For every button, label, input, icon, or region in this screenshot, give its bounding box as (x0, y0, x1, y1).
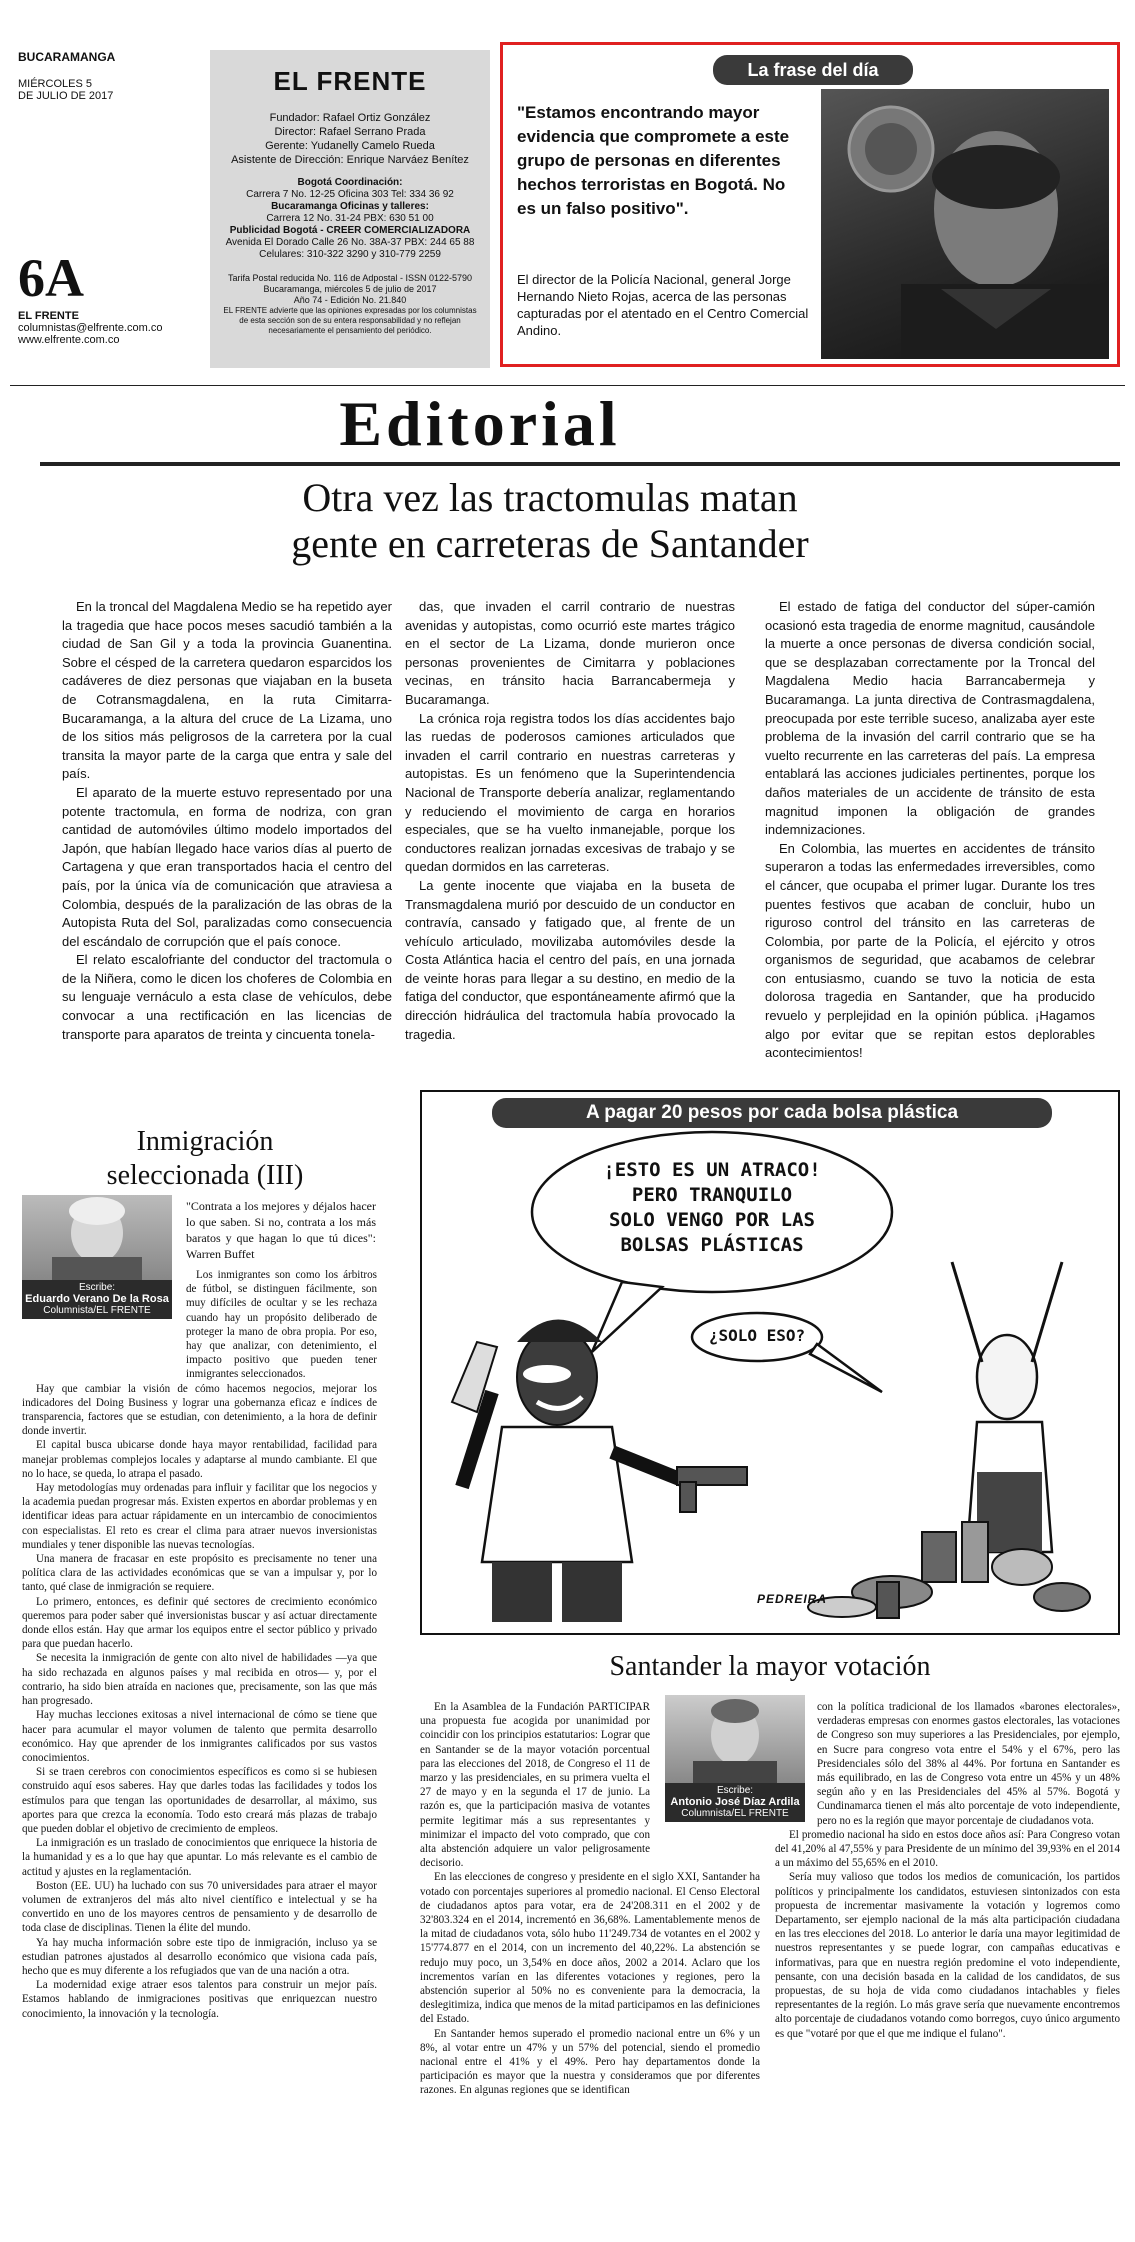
paragraph: En la Asamblea de la Fundación PARTICIPAR una propuesta fue acogida por unanimidad por coincidir con los principios estatutarios: Lograr que en Santander se de la mayor votación porcentual para las elecciones del 2018, de Congreso el 11 de marzo y las presidenciales, en su primera vuelta el 27 de mayo y en la segunda el 17 de junio. La razón es, que la participación masiva de votantes permite legitimar más a sus representantes y minimizar el impacto del voto comprado, que con alta abstención adquiere un valor peligrosamente decisorio. (420, 1701, 650, 1870)
paragraph: Boston (EE. UU) ha luchado con sus 70 universidades para atraer el mayor volumen de extranjeros del más alto nivel científico e intelectual y se ha convertido en uno de los mayores centros de pensamiento y de desarrollo de toda clase de disciplinas. Tienen la élite del mundo. (22, 1879, 377, 1935)
legal-line: Bucaramanga, miércoles 5 de julio de 2017 (263, 284, 437, 294)
editorial-col-2 (405, 598, 735, 1044)
author-role: Columnista/EL FRENTE (43, 1305, 151, 1316)
bubble1-line: PERO TRANQUILO (631, 1184, 793, 1206)
masthead-title: EL FRENTE (273, 66, 427, 96)
paragraph: Una manera de fracasar en este propósito es precisamente no tener una política clara de las actividades económicas que se van a impulsar y, por lo tanto, qué clase de inmigración se requiere. (22, 1553, 377, 1594)
legal-line: Tarifa Postal reducida No. 116 de Adpostal - ISSN 0122-5790 (228, 273, 472, 283)
paragraph: Se necesita la inmigración de gente con alto nivel de habilidades —ya que ha sido rechazada en algunos países y mal recibida en otros— y, por el contrario, ha sido bien atraída en naciones que, precisamente, son las que más han progresado. (22, 1652, 377, 1708)
date-line-1: MIÉRCOLES 5 (18, 78, 92, 90)
masthead-offices (210, 177, 490, 261)
editorial-col-1 (62, 598, 392, 1044)
robber-figure (452, 1320, 747, 1623)
office-line: Avenida El Dorado Calle 26 No. 38A-37 PBX: 244 65 88 (225, 237, 475, 248)
cartoon-title: A pagar 20 pesos por cada bolsa plástica (492, 1098, 1052, 1128)
paragraph: Hay muchas lecciones exitosas a nivel internacional de cómo se tiene que hacer para acumular el mayor volumen de talento que permita desarrollo económico. Hay que aprender de los inmigrantes calificados por sus vastos conocimientos. (22, 1709, 377, 1764)
paragraph: Los inmigrantes son como los árbitros de fútbol, se distinguen fácilmente, son muy difíciles de ocultar y se les rechaza cuando hay un propósito deliberado de proteger la mano de obra propia. Por eso, hay que analizar, con detenimiento, el impacto positivo que pueden tener inmigrantes seleccionados. (186, 1269, 377, 1381)
legal-line: Año 74 - Edición No. 21.840 (293, 295, 407, 305)
staff-line: Asistente de Dirección: Enrique Narváez Benítez (231, 154, 469, 166)
quote-attribution: El director de la Policía Nacional, general Jorge Hernando Nieto Rojas, acerca de las personas capturadas por el atentado en el Centro Comercial Andino. (517, 272, 809, 338)
author-name: Eduardo Verano De la Rosa (25, 1293, 169, 1305)
editorial-headline (150, 475, 950, 567)
bubble1-text (582, 1158, 842, 1258)
author-role: Columnista/EL FRENTE (681, 1808, 789, 1819)
page-number: 6A (18, 248, 84, 308)
bubble1-line: BOLSAS PLÁSTICAS (620, 1234, 804, 1256)
office-line: Carrera 7 No. 12-25 Oficina 303 Tel: 334 36 92 (246, 189, 454, 200)
column2-title: Santander la mayor votación (609, 1651, 931, 1682)
paragraph: La crónica roja registra todos los días accidentes bajo las ruedas de poderosos camiones articulados que invaden el carril contrario en nuestras carreteras y autopistas. Es un fenómeno que la Superintendencia Nacional de Transporte debería analizar, reglamentando y reduciendo el movimiento de carga en horarios especiales, que se ha vuelto inmanejable, porque los conductores realizan jornadas excesivas de trabajo y se quedan dormidos en las carreteras. (405, 710, 735, 875)
quote-label: La frase del día (713, 55, 913, 85)
headline-line-2: gente en carreteras de Santander (291, 521, 809, 566)
paragraph: Hay metodologías muy ordenadas para influir y facilitar que los negocios y la academia puedan progresar más. Existen expertos en abordar problemas y en identificar ideas para actuar rápidamente en un intercambio de conocimientos con especialistas. El reto es crear el clima para atraer nuevos inversionistas mundiales y tener disponible las nuevas tecnologías. (22, 1482, 377, 1551)
date-line-2: DE JULIO DE 2017 (18, 90, 114, 102)
office-line: Bucaramanga Oficinas y talleres: (271, 201, 429, 212)
victim-figure (952, 1262, 1062, 1552)
bubble1-line: ¡ESTO ES UN ATRACO! (603, 1159, 821, 1181)
paragraph: El relato escalofriante del conductor del tractomula o de la Niñera, como le dicen los choferes de Colombia en su lenguaje vernáculo a esta clase de vehículos, debe convocar a una rectificación en las licencias de transporte para aparatos de treinta y cincuenta tonela- (62, 952, 392, 1042)
paragraph: En Santander hemos superado el promedio nacional entre un 6% y un 8%, al votar entre un 47% y un 57% del potencial, siendo el promedio nacional entre el 41% y el 49%. Pero hay departamentos donde la participación es mayor que la nuestra y consideramos que por diferentes razones. En algunas regiones que se identifican (420, 2027, 760, 2097)
paragraph: El capital busca ubicarse donde haya mayor rentabilidad, facilidad para manejar problemas complejos locales y adaptarse al mundo cambiante. El que no lo hace, se queda, lo atrapa el pasado. (22, 1439, 377, 1480)
email-link[interactable]: columnistas@elfrente.com.co (18, 322, 163, 334)
general-photo (821, 89, 1109, 359)
cartoon-frame (420, 1090, 1120, 1635)
paragraph: En Colombia, las muertes en accidentes de tránsito superaron a todas las enfermedades irreversibles, como el cáncer, que ocupaba el primer lugar. Durante los tres puentes festivos que acaban de concluir, hubo un riguroso control del tránsito en las carreteras de Colombia, por parte de la Policía, el ejército y otros organismos de seguridad, que acabamos de celebrar con entusiasmo, cuando se tuvo la noticia de esta dolorosa tragedia en Santander, que ha producido revuelo y perplejidad en la opinión pública. ¡Hagamos algo por evitar que se repitan estos deplorables acontecimientos! (765, 840, 1095, 1061)
website-link[interactable]: www.elfrente.com.co (18, 334, 120, 346)
paragraph: Hay que cambiar la visión de cómo hacemos negocios, mejorar los indicadores del Doing Business y lograr una gobernanza eficaz e índices de transparencia, factores que se estudian, con detenimiento, a la hora de definir donde invertir. (22, 1382, 377, 1438)
paragraph: El estado de fatiga del conductor del súper-camión ocasionó esta tragedia de enorme magnitud, causándole la muerte a once personas de diversa condición social, que se desplazaban correctamente por la Troncal del Magdalena Medio hacia Barrancabermeja y Bucaramanga. La junta directiva de Contrasmagdalena, preocupada por este terrible suceso, analizaba ayer este problema de la invasión del carril contrario que se ha vuelto recurrente en las carreteras del país. La empresa entablará las acciones judiciales pertinentes, porque los daños materiales de un accidente de tránsito de esta magnitud imponen la obligación de grandes indemnizaciones. (765, 599, 1095, 838)
paragraph: con la política tradicional de los llamados «barones electorales», verdaderas empresas con enormes gastos electorales, las votaciones de Congreso son muy superiores a las Presidenciales, por ejemplo, en Sucre para congreso vota entre el 54% y el 67%, pero las Presidenciales sólo del 38% al 44%. Por fortuna en Santander es más equilibrado, en las de Congreso vota entre un 45% y un 48% según año y en las Presidenciales del 45% al 57%. Bogotá y Cundinamarca tienen el más alto porcentaje de voto independiente, pero no es la región que mayor porcentaje de ciudadanos vota. (817, 1701, 1120, 1827)
masthead-box (210, 50, 490, 368)
divider-under-title (40, 462, 1120, 466)
column2-right (775, 1700, 1120, 2041)
column1-title-line-2: seleccionada (III) (106, 1160, 304, 1191)
paragraph: En las elecciones de congreso y presidente en el siglo XXI, Santander ha votado con porcentajes superiores al promedio nacional. El Censo Electoral de ciudadanos aptos para votar, era de 24'208.311 en el 2002 y de 32'803.324 en el 2014, incrementó en 36,68%. Lamentablemente menos de la mitad de ciudadanos vota, sólo hubo 11'249.734 de votantes en el 2002 y 15'774.877 en el 2014, con un incremento del 40,22%. La abstención se redujo muy poco, un 3,54% en doce años, 2002 a 2014. Aclaro que los incrementos varían en las diferentes votaciones y regiones, pero la abstención superior al 50% no es conveniente para la democracia, la deslegitimiza, indica que menos de la mitad participamos en las definiciones del Estado. (420, 1871, 760, 2026)
column1-epigraph: "Contrata a los mejores y déjalos hacer lo que saben. Si no, contrata a los más baratos y que hagan lo que tú dices": Warren Buffet (186, 1199, 376, 1261)
office-line: Bogotá Coordinación: (297, 177, 403, 188)
city-label: BUCARAMANGA (18, 50, 116, 64)
staff-line: Fundador: Rafael Ortiz González (269, 112, 431, 124)
paragraph: La inmigración es un traslado de conocimientos que enriquece la historia de la humanidad y es a lo que hay que apuntar. Lo más relevante es el cambio de actitud y ajustes en la reglamentación. (22, 1837, 377, 1878)
office-line: Celulares: 310-322 3290 y 310-779 2259 (259, 249, 441, 260)
writes-label: Escribe: (78, 1282, 116, 1293)
divider-top (10, 385, 1125, 386)
column1-title (40, 1125, 370, 1193)
paragraph: El promedio nacional ha sido en estos doce años así: Para Congreso votan del 41,20% al 47,55% y para Presidente de un mínimo del 39,93% en el 2014 a un máximo del 55,65% en el 2010. (775, 1828, 1120, 1870)
legal-line: EL FRENTE advierte que las opiniones expresadas por los columnistas de esta sección son de su entera responsabilidad y no reflejan necesariamente el pensamiento del periódico. (223, 306, 477, 335)
quote-text: "Estamos encontrando mayor evidencia que compromete a este grupo de personas en diferentes hechos terroristas en Bogotá. No es un falso positivo". (517, 103, 790, 218)
headline-line-1: Otra vez las tractomulas matan (302, 475, 798, 520)
cartoonist-signature: PEDREIRA (757, 1592, 828, 1606)
section-title: Editorial (339, 388, 621, 459)
paragraph: Ya hay mucha información sobre este tipo de inmigración, incluso ya se estudian patrones ajustados al desarrollo económico que visiona cada país, hecho que es muy diferente a los refugiados que van de una nación a otra. (22, 1936, 377, 1977)
editorial-col-3 (765, 598, 1095, 1063)
author-name: Antonio José Díaz Ardila (670, 1796, 800, 1808)
staff-line: Director: Rafael Serrano Prada (274, 126, 426, 138)
paragraph: Lo primero, entonces, es definir qué sectores de crecimiento económico queremos para poder saber qué inversionistas buscar y así actuar directamente donde ellos están. Hay que armar los equipos entre el sector público y privado para que puedan hacerlo. (22, 1595, 377, 1651)
paragraph: Sería muy valioso que todos los medios de comunicación, los partidos políticos y principalmente los candidatos, estuviesen sintonizados con esta propuesta de incrementar masivamente la votación y logremos como Departamento, ser ejemplo nacional de la más alta participación ciudadana en las tres elecciones del 2018. Lo anterior le daría una mayor legitimidad de nuestros representantes y se puede lograr, con campañas educativas e informativas, para que en nuestra región predomine el voto independiente, pensante, con una decisión basada en la calidad de los candidatos, de sus propuestas, de su hoja de vida como ciudadanos intachables y fieles representantes de la región. Lo más grave sería que nuevamente encontremos alto porcentaje de ciudadanos votando como borregos, cuyo único argumento es que "votaré por que el que me indique el fulano". (775, 1871, 1120, 2040)
office-line: Publicidad Bogotá - CREER COMERCIALIZADORA (229, 225, 471, 236)
paragraph: Si se traen cerebros con conocimientos específicos es como si se hubiesen construido aquí esos saberes. Hay que darles todas las facilidades y todos los estímulos para que tengan las oportunidades de desarrollar, al máximo, sus aportes para que crezca la economía. Todo esto creará más plazas de trabajo que pueden doblar el objetivo de crecimiento de empleos. (22, 1766, 377, 1835)
writes-label: Escribe: (716, 1785, 754, 1796)
office-line: Carrera 12 No. 31-24 PBX: 630 51 00 (266, 213, 434, 224)
paragraph: das, que invaden el carril contrario de nuestras avenidas y autopistas, como ocurrió este martes trágico en el sector de La Lizama, donde murieron once personas provenientes de Cimitarra y poblaciones vecinas, en tránsito hacia Barrancabermeja y Bucaramanga. (405, 599, 735, 707)
bubble2-text: ¿SOLO ESO? (708, 1326, 806, 1345)
masthead-staff (210, 111, 490, 167)
header-left (18, 50, 198, 346)
paragraph: La gente inocente que viajaba en la buseta de Transmagdalena murió por descuido de un conductor en contravía, cansado y fatigado que, al frente de un vehículo articulado, movilizaba automóviles desde la Costa Atlántica hacia el centro del país, en una jornada de veinte horas para llegar a su destino, en medio de la fatiga del conductor, que espontáneamente afirmó que la dirección hidráulica del tractomula había provocado la tragedia. (405, 877, 735, 1042)
paragraph: La modernidad exige atraer esos talentos para construir un mejor país. Estamos hablando de inmigraciones positivas que enriquezcan nuestro conocimiento, la innovación y la tecnología. (22, 1979, 377, 2020)
staff-line: Gerente: Yudanelly Camelo Rueda (265, 140, 435, 152)
quote-box (500, 42, 1120, 367)
paragraph: El aparato de la muerte estuvo representado por una potente tractomula, en forma de nodriza, con gran cantidad de automóviles último modelo importados del Japón, que habían llegado hace varios días al puerto de Cartagena y que eran transportados hacia el centro del país, por la única vía de comunicación que atraviesa a Colombia, después de la paralización de las obras de la Autopista Ruta del Sol, paralizadas como consecuencia del escándalo de corrupción que el país conoce. (62, 784, 392, 949)
paper-name-small: EL FRENTE (18, 310, 79, 322)
column1-title-line-1: Inmigración (136, 1126, 274, 1157)
column1-body (22, 1268, 377, 2021)
portrait-illustration (821, 89, 1109, 359)
paragraph: En la troncal del Magdalena Medio se ha repetido ayer la tragedia que hace pocos meses sacudió también a la ciudad de San Gil y a toda la provincia Guanentina. Sobre el césped de la carretera quedaron esparcidos los cadáveres de diez personas que viajaban en la buseta de Cotransmagdalena, en la ruta Cimitarra- Bucaramanga, a la altura del cruce de La Lizama, uno de los sitios más peligrosos de la carretera por la cual transita la mayor parte de la carga que entra y sale del país. (62, 599, 392, 782)
masthead-legal (210, 273, 490, 336)
bubble1-line: SOLO VENGO POR LAS (609, 1209, 815, 1231)
